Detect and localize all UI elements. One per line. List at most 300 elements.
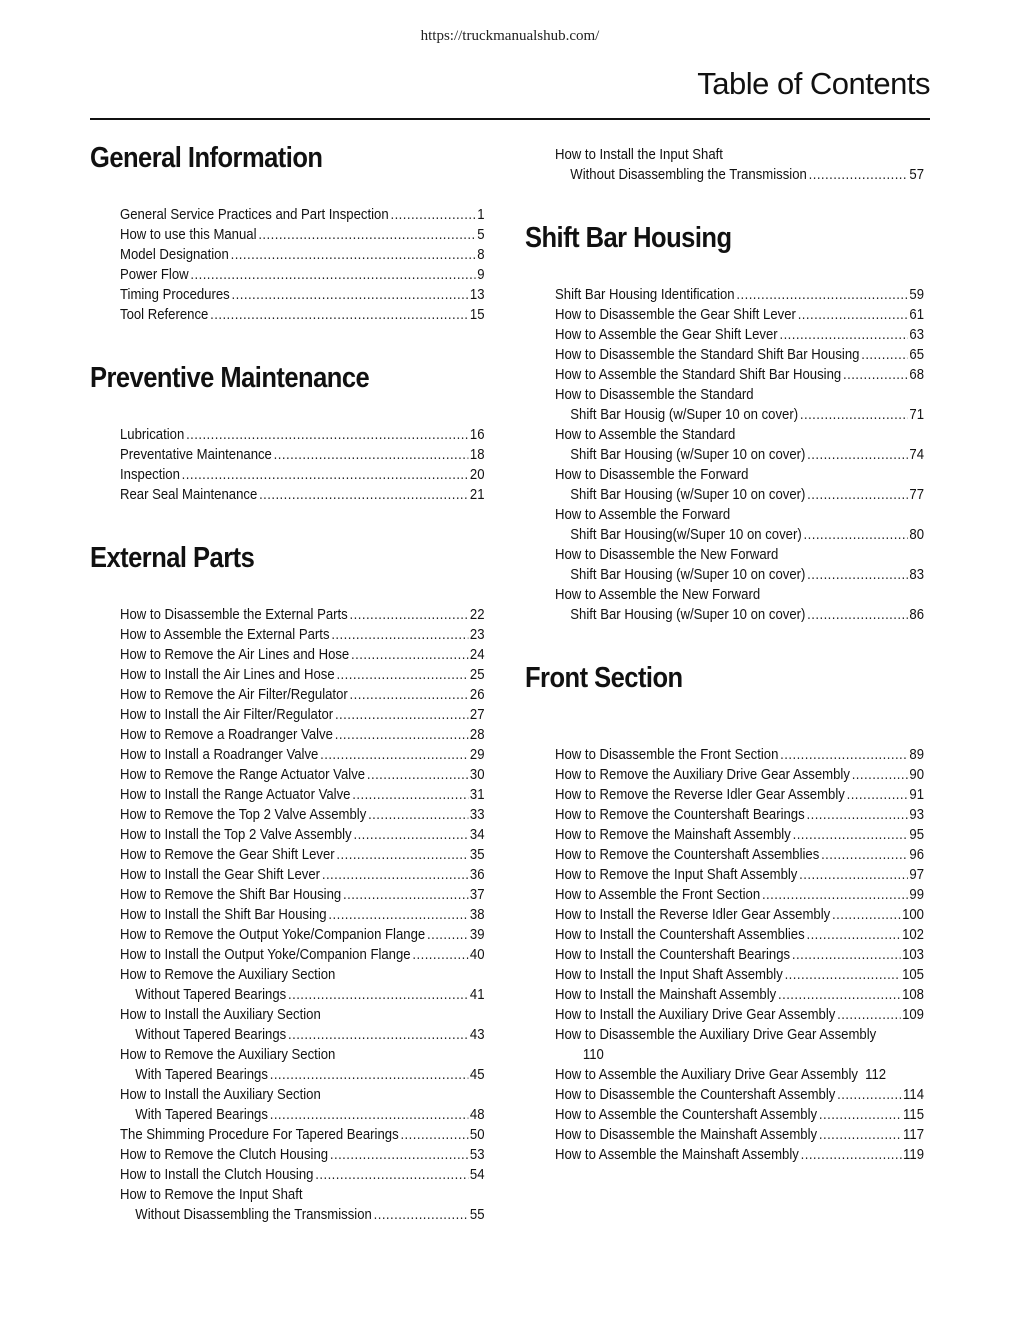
toc-entry-title: How to Install the Auxiliary Section [120, 1087, 321, 1103]
toc-entry[interactable] [120, 985, 485, 1005]
toc-entry-title: How to Assemble the Auxiliary Drive Gear Assembly [555, 1067, 858, 1083]
toc-entry-title: Without Disassembling the Transmission [135, 1207, 372, 1223]
toc-page-number: 91 [909, 787, 924, 803]
toc-page-number: 13 [469, 287, 485, 303]
toc-list-right-top [555, 145, 965, 185]
toc-entry[interactable] [120, 1105, 485, 1125]
toc-page-number: 34 [469, 827, 485, 843]
toc-entry[interactable] [120, 605, 485, 625]
toc-page-number: 25 [469, 667, 485, 683]
dot-leader [288, 1025, 468, 1045]
toc-entry-title: Shift Bar Housing (w/Super 10 on cover) [570, 487, 806, 503]
toc-entry-title: How to Remove the Top 2 Valve Assembly [120, 807, 367, 823]
toc-entry[interactable] [555, 1045, 924, 1065]
toc-entry[interactable] [120, 885, 485, 905]
toc-entry-title: How to Disassemble the Gear Shift Lever [555, 307, 796, 323]
toc-entry-title: How to Install the Gear Shift Lever [120, 867, 321, 883]
toc-entry-title: Lubrication [120, 427, 185, 443]
dot-leader [258, 225, 475, 245]
toc-entry-title: How to Assemble the External Parts [120, 627, 330, 643]
toc-entry[interactable] [120, 485, 485, 505]
toc-page-number: 68 [909, 367, 924, 383]
toc-entry[interactable] [120, 205, 485, 225]
toc-entry-title: Shift Bar Housing (w/Super 10 on cover) [570, 447, 806, 463]
toc-entry-title: Without Tapered Bearings [135, 1027, 287, 1043]
toc-entry[interactable] [120, 945, 485, 965]
dot-leader [843, 365, 908, 385]
toc-list-external [120, 605, 525, 1225]
toc-page-number: 117 [903, 1127, 924, 1143]
toc-page-number: 90 [909, 767, 924, 783]
toc-entry[interactable] [555, 845, 924, 865]
toc-page-number: 24 [469, 647, 485, 663]
toc-entry[interactable] [120, 665, 485, 685]
toc-entry[interactable] [120, 845, 485, 865]
toc-entry[interactable] [120, 745, 485, 765]
dot-leader [837, 1005, 900, 1025]
toc-page-number: 112 [865, 1067, 887, 1083]
toc-page-number: 54 [469, 1167, 485, 1183]
dot-leader [270, 1105, 468, 1125]
toc-entry[interactable] [555, 945, 924, 965]
toc-page-number: 43 [469, 1027, 485, 1043]
toc-page-number: 59 [909, 287, 924, 303]
toc-entry-title: Without Tapered Bearings [135, 987, 287, 1003]
toc-page-number: 96 [909, 847, 924, 863]
toc-page-number: 1 [477, 207, 485, 223]
dot-leader [799, 865, 907, 885]
dot-leader [847, 785, 908, 805]
toc-list-preventive [120, 425, 525, 505]
toc-entry-title: How to Install the Auxiliary Drive Gear Assembly [555, 1007, 836, 1023]
toc-entry-title: How to Remove the Range Actuator Valve [120, 767, 366, 783]
dot-leader [778, 985, 900, 1005]
toc-entry-title: How to Install the Input Shaft Assembly [555, 967, 783, 983]
dot-leader [798, 305, 908, 325]
toc-entry[interactable] [555, 1105, 924, 1125]
toc-page-number: 27 [469, 707, 485, 723]
dot-leader [821, 845, 908, 865]
toc-entry-title: How to Install the Output Yoke/Companion Flange [120, 947, 411, 963]
toc-entry[interactable] [555, 325, 924, 345]
toc-page-number: 108 [902, 987, 924, 1003]
dot-leader [274, 445, 468, 465]
dot-leader [837, 1085, 901, 1105]
section-title-external: External Parts [90, 542, 255, 574]
toc-entry-title: How to Remove the Countershaft Assemblies [555, 847, 820, 863]
dot-leader [736, 285, 907, 305]
toc-page-number: 61 [909, 307, 924, 323]
section-title-preventive: Preventive Maintenance [90, 362, 370, 394]
toc-entry-title: How to Disassemble the Front Section [555, 747, 779, 763]
dot-leader [231, 245, 476, 265]
dot-leader [801, 1145, 902, 1165]
toc-entry[interactable] [120, 905, 485, 925]
toc-entry[interactable] [120, 645, 485, 665]
toc-page-number: 21 [469, 487, 485, 503]
toc-entry[interactable] [120, 465, 485, 485]
dot-leader [819, 1125, 901, 1145]
dot-leader [800, 405, 908, 425]
toc-entry[interactable] [555, 165, 924, 185]
toc-entry-title: How to Assemble the Forward [555, 507, 731, 523]
dot-leader [320, 745, 468, 765]
toc-entry[interactable] [120, 705, 485, 725]
toc-entry-title: How to Remove the Gear Shift Lever [120, 847, 335, 863]
toc-entry-title: How to Remove the Countershaft Bearings [555, 807, 805, 823]
source-url[interactable]: https://truckmanualshub.com/ [420, 28, 600, 44]
toc-entry-title: How to use this Manual [120, 227, 257, 243]
toc-list-general [120, 205, 525, 325]
toc-page-number: 38 [469, 907, 485, 923]
toc-page-number: 105 [902, 967, 924, 983]
toc-entry[interactable] [555, 585, 924, 605]
toc-entry[interactable] [555, 805, 924, 825]
section-title-front: Front Section [525, 662, 683, 694]
toc-page-number: 45 [469, 1067, 485, 1083]
toc-page-number: 28 [469, 727, 485, 743]
toc-entry-title: Shift Bar Housing Identification [555, 287, 735, 303]
toc-entry[interactable] [120, 1205, 485, 1225]
toc-entry[interactable] [555, 365, 924, 385]
toc-entry-title: How to Assemble the Standard [555, 427, 736, 443]
dot-leader [182, 465, 468, 485]
toc-page-number: 71 [909, 407, 924, 423]
toc-entry[interactable] [120, 1045, 485, 1065]
dot-leader [315, 1165, 468, 1185]
toc-entry-title: How to Install the Range Actuator Valve [120, 787, 351, 803]
toc-entry-title: Rear Seal Maintenance [120, 487, 258, 503]
dot-leader [288, 985, 468, 1005]
toc-page-number: 80 [909, 527, 924, 543]
toc-entry[interactable] [555, 145, 924, 165]
toc-entry[interactable] [120, 225, 485, 245]
dot-leader [852, 765, 908, 785]
toc-page-number: 29 [469, 747, 485, 763]
toc-entry[interactable] [555, 1065, 924, 1085]
toc-entry[interactable] [120, 685, 485, 705]
toc-entry-title: How to Remove the Output Yoke/Companion Flange [120, 927, 426, 943]
toc-entry-title: How to Install the Air Lines and Hose [120, 667, 335, 683]
dot-leader [806, 805, 907, 825]
toc-entry-title: How to Remove the Shift Bar Housing [120, 887, 342, 903]
toc-entry[interactable] [120, 1025, 485, 1045]
toc-page-number: 99 [909, 887, 924, 903]
toc-page-number: 65 [909, 347, 924, 363]
toc-page-number: 55 [469, 1207, 485, 1223]
dot-leader [780, 745, 907, 765]
toc-entry[interactable] [120, 245, 485, 265]
page-title: Table of Contents [697, 66, 930, 101]
toc-entry-title: How to Install the Top 2 Valve Assembly [120, 827, 352, 843]
dot-leader [335, 725, 468, 745]
toc-page-number: 40 [469, 947, 485, 963]
dot-leader [390, 205, 475, 225]
toc-entry[interactable] [120, 445, 485, 465]
dot-leader [210, 305, 468, 325]
toc-entry-title: How to Remove the Air Filter/Regulator [120, 687, 348, 703]
toc-page-number: 95 [909, 827, 924, 843]
toc-entry[interactable] [555, 405, 924, 425]
toc-entry[interactable] [555, 965, 924, 985]
section-title-general: General Information [90, 142, 323, 174]
toc-page-number: 37 [469, 887, 485, 903]
toc-page-number: 16 [469, 427, 485, 443]
toc-page-number: 5 [477, 227, 485, 243]
toc-entry[interactable] [120, 765, 485, 785]
toc-entry[interactable] [555, 785, 924, 805]
toc-entry-title: Shift Bar Housing (w/Super 10 on cover) [570, 567, 806, 583]
toc-entry-title: Shift Bar Housing(w/Super 10 on cover) [570, 527, 802, 543]
dot-leader [807, 485, 907, 505]
toc-page-number: 83 [909, 567, 924, 583]
toc-entry-title: Shift Bar Housig (w/Super 10 on cover) [570, 407, 799, 423]
toc-entry[interactable] [120, 1145, 485, 1165]
dot-leader [819, 1105, 901, 1125]
toc-page-number: 53 [469, 1147, 485, 1163]
toc-page-number: 36 [469, 867, 485, 883]
header-rule [90, 118, 930, 120]
dot-leader [343, 885, 468, 905]
toc-entry[interactable] [555, 745, 924, 765]
toc-entry-title: Inspection [120, 467, 180, 483]
toc-page-number: 23 [469, 627, 485, 643]
toc-page-number: 50 [469, 1127, 485, 1143]
dot-leader [322, 865, 468, 885]
toc-entry-title: How to Remove the Reverse Idler Gear Assembly [555, 787, 845, 803]
toc-entry-title: How to Install the Reverse Idler Gear Assembly [555, 907, 831, 923]
toc-page-number: 119 [903, 1147, 924, 1163]
toc-page-number: 9 [477, 267, 485, 283]
toc-entry[interactable] [555, 985, 924, 1005]
toc-entry[interactable] [555, 1005, 924, 1025]
toc-page-number: 102 [902, 927, 924, 943]
toc-entry[interactable] [555, 1125, 924, 1145]
toc-entry[interactable] [120, 625, 485, 645]
toc-page-number: 22 [469, 607, 485, 623]
dot-leader [335, 705, 468, 725]
toc-entry[interactable] [120, 865, 485, 885]
dot-leader [352, 785, 468, 805]
toc-list-front [555, 745, 965, 1165]
toc-entry-title: How to Remove the Air Lines and Hose [120, 647, 350, 663]
toc-entry-title: Tool Reference [120, 307, 209, 323]
toc-page-number: 48 [469, 1107, 485, 1123]
toc-entry[interactable] [120, 825, 485, 845]
dot-leader [270, 1065, 468, 1085]
toc-page-number: 109 [902, 1007, 924, 1023]
toc-entry-title: How to Disassemble the New Forward [555, 547, 779, 563]
toc-entry[interactable] [555, 885, 924, 905]
dot-leader [400, 1125, 468, 1145]
toc-entry[interactable] [120, 925, 485, 945]
dot-leader [367, 765, 468, 785]
toc-page-number: 86 [909, 607, 924, 623]
toc-entry-title: Preventative Maintenance [120, 447, 272, 463]
dot-leader [427, 925, 468, 945]
toc-page-number: 8 [477, 247, 485, 263]
dot-leader [186, 425, 468, 445]
toc-entry-title: How to Disassemble the Mainshaft Assembly [555, 1127, 818, 1143]
toc-entry[interactable] [120, 805, 485, 825]
toc-entry[interactable] [120, 785, 485, 805]
toc-entry[interactable] [555, 505, 924, 525]
toc-entry-title: How to Assemble the New Forward [555, 587, 761, 603]
toc-entry[interactable] [555, 765, 924, 785]
toc-entry-title: How to Remove the Clutch Housing [120, 1147, 329, 1163]
toc-entry[interactable] [555, 425, 924, 445]
toc-page-number: 31 [469, 787, 485, 803]
dot-leader [779, 325, 907, 345]
toc-entry-title: How to Install the Clutch Housing [120, 1167, 314, 1183]
toc-entry[interactable] [555, 1025, 924, 1045]
toc-entry[interactable] [120, 265, 485, 285]
dot-leader [350, 685, 469, 705]
toc-entry-title: How to Assemble the Front Section [555, 887, 761, 903]
dot-leader [259, 485, 468, 505]
toc-entry[interactable] [555, 445, 924, 465]
toc-entry[interactable] [120, 1125, 485, 1145]
toc-page-number: 33 [469, 807, 485, 823]
toc-entry[interactable] [555, 345, 924, 365]
toc-entry-title: How to Remove the Mainshaft Assembly [555, 827, 791, 843]
toc-page-number: 15 [469, 307, 485, 323]
toc-entry[interactable] [555, 465, 924, 485]
dot-leader [807, 605, 907, 625]
dot-leader [809, 165, 908, 185]
dot-leader [832, 905, 900, 925]
dot-leader [331, 625, 468, 645]
toc-entry-title: Power Flow [120, 267, 189, 283]
dot-leader [336, 665, 468, 685]
toc-entry-title: How to Install the Mainshaft Assembly [555, 987, 777, 1003]
toc-list-shiftbar [555, 285, 965, 625]
toc-page-number: 74 [909, 447, 924, 463]
toc-entry[interactable] [120, 285, 485, 305]
toc-entry-title: 110 [582, 1047, 604, 1063]
toc-entry-title: The Shimming Procedure For Tapered Bearings [120, 1127, 399, 1143]
toc-entry-title: How to Assemble the Gear Shift Lever [555, 327, 778, 343]
dot-leader [351, 645, 468, 665]
toc-entry-title: Shift Bar Housing (w/Super 10 on cover) [570, 607, 806, 623]
toc-page-number: 26 [469, 687, 485, 703]
toc-entry[interactable] [120, 1165, 485, 1185]
toc-entry-title: How to Install the Input Shaft [555, 147, 723, 163]
toc-page-number: 20 [469, 467, 485, 483]
toc-entry-title: How to Install the Air Filter/Regulator [120, 707, 334, 723]
toc-entry-title: How to Remove the Input Shaft Assembly [555, 867, 798, 883]
toc-entry-title: How to Disassemble the External Parts [120, 607, 348, 623]
toc-page-number: 100 [902, 907, 924, 923]
dot-leader [792, 945, 900, 965]
toc-entry-title: How to Disassemble the Auxiliary Drive Gear Assembly [555, 1027, 877, 1043]
toc-entry[interactable] [555, 865, 924, 885]
toc-entry[interactable] [555, 905, 924, 925]
toc-page-number: 63 [909, 327, 924, 343]
toc-entry-title: With Tapered Bearings [135, 1067, 268, 1083]
toc-entry[interactable] [120, 1005, 485, 1025]
toc-page-number: 57 [909, 167, 924, 183]
dot-leader [374, 1205, 468, 1225]
toc-entry[interactable] [555, 485, 924, 505]
toc-entry-title: Model Designation [120, 247, 229, 263]
toc-entry-title: How to Remove the Input Shaft [120, 1187, 303, 1203]
dot-leader [330, 1145, 468, 1165]
toc-entry-title: How to Remove the Auxiliary Section [120, 1047, 336, 1063]
toc-entry[interactable] [555, 605, 924, 625]
toc-page-number: 77 [909, 487, 924, 503]
toc-page-number: 97 [909, 867, 924, 883]
toc-entry[interactable] [555, 385, 924, 405]
toc-page-number: 114 [903, 1087, 924, 1103]
dot-leader [762, 885, 908, 905]
section-title-shiftbar: Shift Bar Housing [525, 222, 732, 254]
toc-entry-title: How to Assemble the Mainshaft Assembly [555, 1147, 799, 1163]
toc-entry[interactable] [555, 565, 924, 585]
toc-entry-title: Timing Procedures [120, 287, 230, 303]
dot-leader [232, 285, 469, 305]
toc-entry-title: How to Remove a Roadranger Valve [120, 727, 333, 743]
toc-page-number: 30 [469, 767, 485, 783]
toc-entry[interactable] [120, 1185, 485, 1205]
toc-entry-title: How to Assemble the Standard Shift Bar Housing [555, 367, 842, 383]
toc-entry[interactable] [555, 825, 924, 845]
toc-page-number: 35 [469, 847, 485, 863]
dot-leader [785, 965, 901, 985]
toc-entry[interactable] [120, 1065, 485, 1085]
toc-entry[interactable] [555, 305, 924, 325]
toc-page-number: 103 [902, 947, 924, 963]
toc-entry[interactable] [120, 425, 485, 445]
dot-leader [412, 945, 468, 965]
dot-leader [807, 565, 907, 585]
toc-entry-title: With Tapered Bearings [135, 1107, 268, 1123]
dot-leader [793, 825, 908, 845]
toc-entry[interactable] [555, 525, 924, 545]
toc-entry[interactable] [120, 725, 485, 745]
toc-entry-title: How to Install the Auxiliary Section [120, 1007, 321, 1023]
toc-entry[interactable] [120, 965, 485, 985]
dot-leader [353, 825, 468, 845]
toc-entry-title: How to Remove the Auxiliary Drive Gear Assembly [555, 767, 850, 783]
toc-entry-title: How to Assemble the Countershaft Assembly [555, 1107, 818, 1123]
dot-leader [806, 925, 900, 945]
toc-entry-title: How to Remove the Auxiliary Section [120, 967, 336, 983]
dot-leader [350, 605, 469, 625]
toc-entry-title: How to Disassemble the Standard [555, 387, 754, 403]
toc-page-number: 93 [909, 807, 924, 823]
toc-entry-title: How to Disassemble the Standard Shift Bar Housing [555, 347, 860, 363]
dot-leader [190, 265, 475, 285]
toc-entry-title: How to Install the Countershaft Assemblies [555, 927, 805, 943]
toc-entry[interactable] [555, 1085, 924, 1105]
dot-leader [861, 345, 907, 365]
dot-leader [328, 905, 468, 925]
dot-leader [804, 525, 908, 545]
toc-page-number: 115 [903, 1107, 924, 1123]
toc-entry-title: How to Install the Shift Bar Housing [120, 907, 327, 923]
toc-entry[interactable] [555, 1145, 924, 1165]
toc-page-number: 41 [469, 987, 485, 1003]
toc-entry[interactable] [555, 285, 924, 305]
toc-entry-title: How to Install the Countershaft Bearings [555, 947, 791, 963]
toc-entry[interactable] [555, 545, 924, 565]
toc-entry[interactable] [120, 1085, 485, 1105]
toc-entry[interactable] [555, 925, 924, 945]
toc-page-number: 18 [469, 447, 485, 463]
toc-entry-title: How to Disassemble the Countershaft Assembly [555, 1087, 836, 1103]
toc-entry[interactable] [120, 305, 485, 325]
